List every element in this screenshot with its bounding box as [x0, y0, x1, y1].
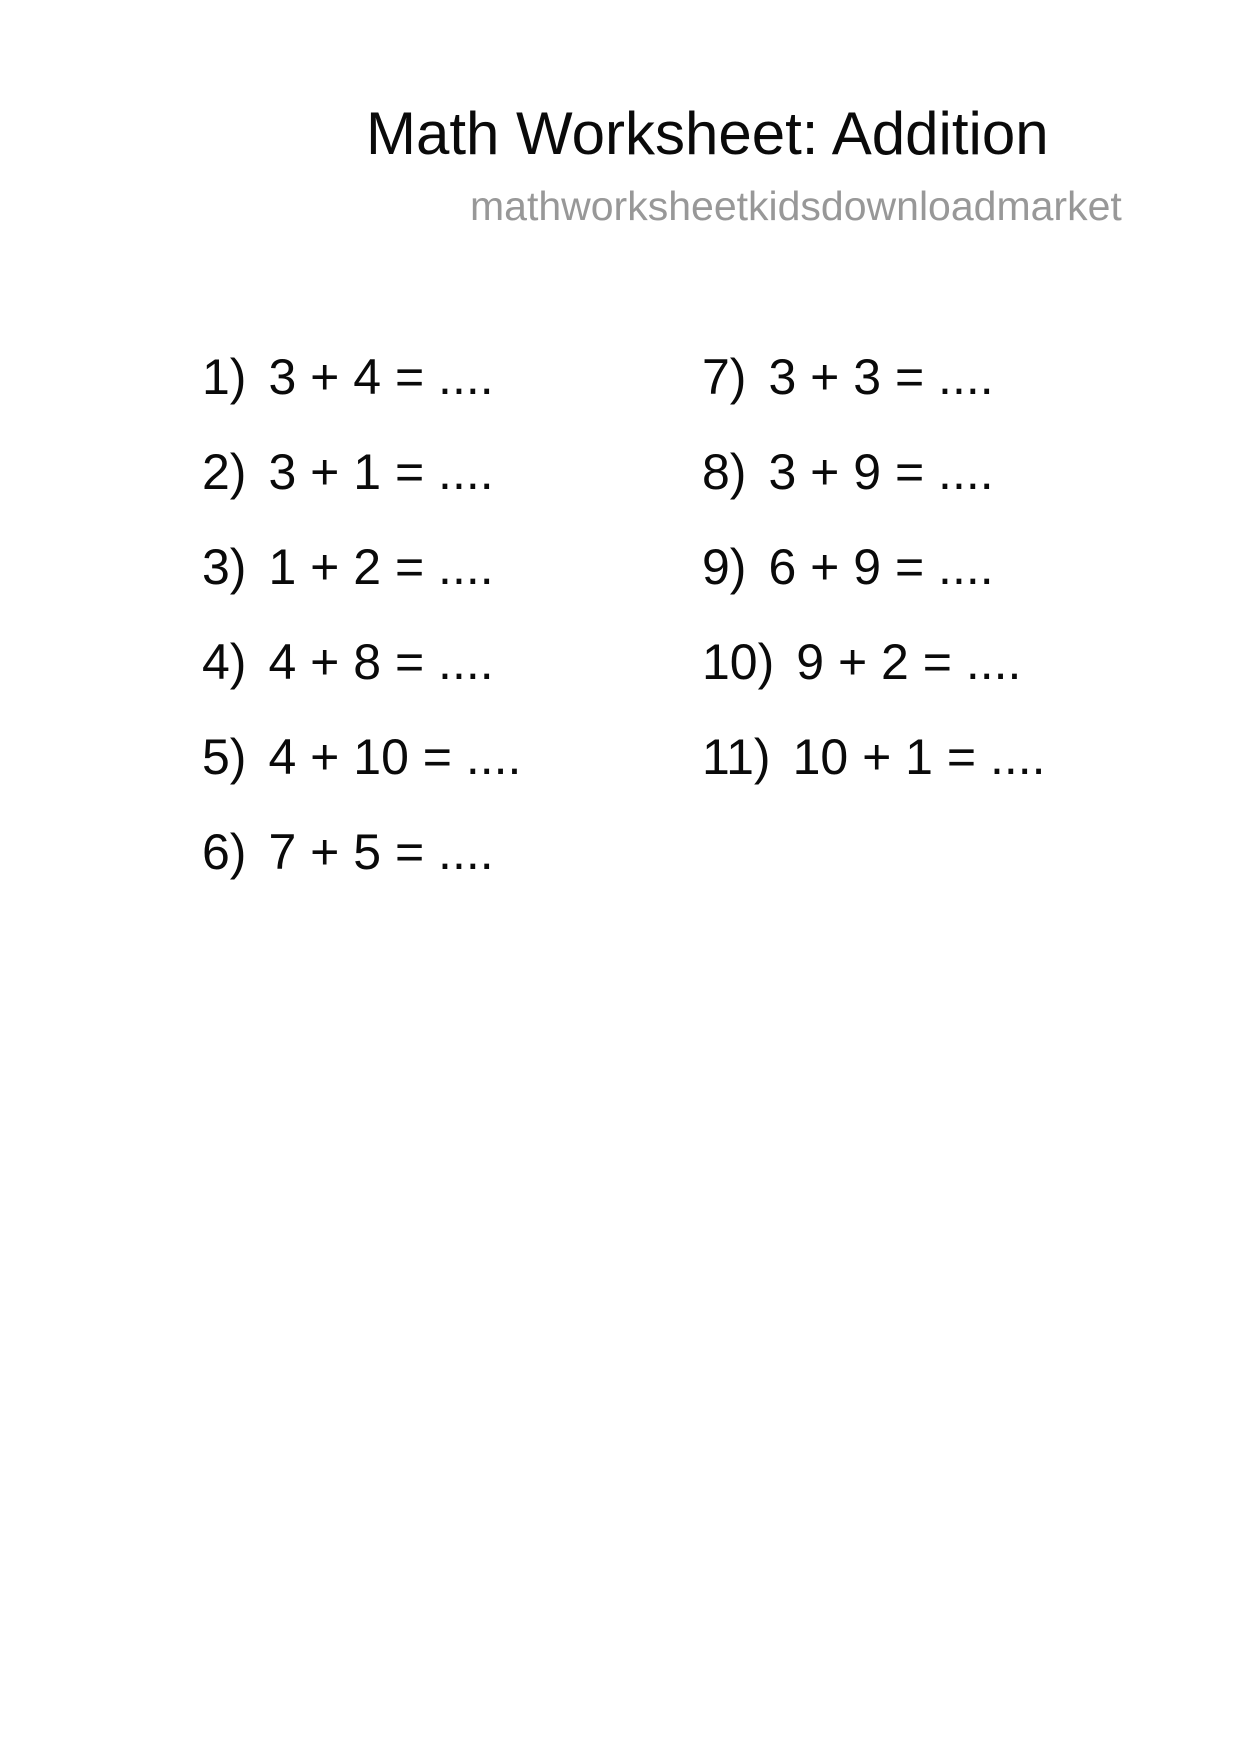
watermark-text: mathworksheetkidsdownloadmarket [470, 183, 1122, 229]
problem-expression: 3 + 9 = .... [768, 444, 994, 500]
problem-expression: 10 + 1 = .... [792, 729, 1046, 785]
problem-expression: 3 + 4 = .... [268, 349, 494, 405]
problem-row [702, 444, 1046, 500]
problem-expression: 9 + 2 = .... [796, 634, 1022, 690]
problem-expression: 1 + 2 = .... [268, 539, 494, 595]
problem-expression: 3 + 1 = .... [268, 444, 494, 500]
problem-row [202, 349, 521, 405]
problem-number: 7) [702, 349, 747, 405]
problem-number: 9) [702, 539, 747, 595]
problems-column-left [202, 349, 522, 922]
problem-expression: 7 + 5 = .... [268, 824, 494, 880]
problem-number: 3) [202, 539, 247, 595]
page-title: Math Worksheet: Addition [366, 100, 1049, 167]
problem-expression: 6 + 9 = .... [768, 539, 994, 595]
problem-row [202, 539, 521, 595]
problem-row [702, 349, 1046, 405]
problem-number: 2) [202, 444, 247, 500]
problem-row [202, 729, 522, 785]
problems-column-right [702, 349, 1046, 827]
problem-row [702, 539, 1046, 595]
problem-number: 6) [202, 824, 247, 880]
problem-number: 4) [202, 634, 247, 690]
problem-number: 10) [702, 634, 775, 690]
problem-number: 1) [202, 349, 247, 405]
problem-row [202, 634, 521, 690]
problem-expression: 3 + 3 = .... [768, 349, 994, 405]
problem-row [202, 444, 521, 500]
problem-row [702, 729, 1046, 785]
problem-number: 11) [702, 729, 771, 785]
problem-number: 8) [702, 444, 747, 500]
problem-row [702, 634, 1046, 690]
problem-number: 5) [202, 729, 247, 785]
problem-expression: 4 + 8 = .... [268, 634, 494, 690]
problem-expression: 4 + 10 = .... [268, 729, 522, 785]
problem-row [202, 824, 521, 880]
